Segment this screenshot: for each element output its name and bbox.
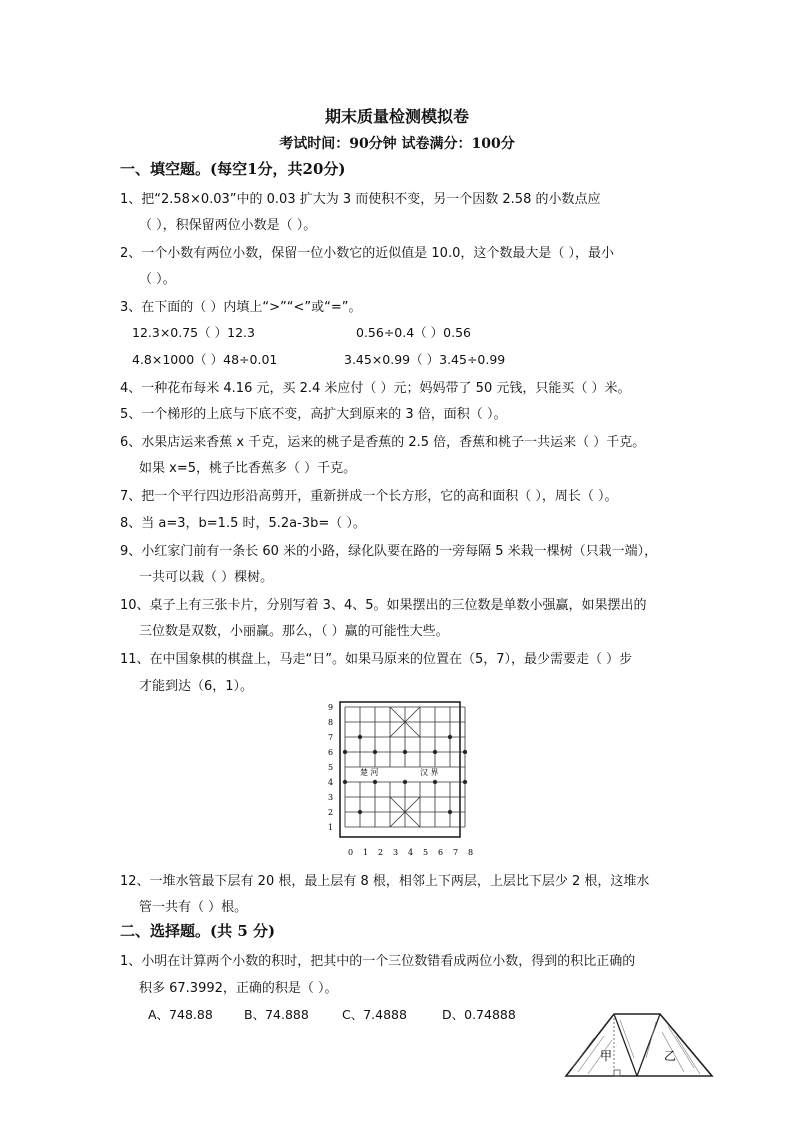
choice-1-line-2: 积多 67.3992，正确的积是（ ）。 xyxy=(139,981,338,996)
page-title: 期末质量检测模拟卷 xyxy=(324,107,469,126)
board-y-label: 2 xyxy=(328,808,334,817)
question-8: 8、当 a=3，b=1.5 时，5.2a-3b=（ ）。 xyxy=(120,516,366,531)
choice-1-line-1: 1、小明在计算两个小数的积时，把其中的一个三位数错看成两位小数，得到的积比正确的 xyxy=(120,954,636,969)
position-marker xyxy=(358,810,362,814)
position-marker xyxy=(373,750,377,754)
question-3-item-1: 12.3×0.75（ ）12.3 xyxy=(132,325,255,340)
trapezoid-outline xyxy=(566,1014,712,1076)
choice-1-option-c: C、7.4888 xyxy=(342,1007,407,1022)
question-7: 7、把一个平行四边形沿高剪开，重新拼成一个长方形，它的高和面积（ ），周长（ ）。 xyxy=(120,489,618,504)
river-left-label: 楚 河 xyxy=(360,768,379,777)
question-3-item-4: 3.45×0.99（ ）3.45÷0.99 xyxy=(344,352,506,367)
question-3-item-3: 4.8×1000（ ）48÷0.01 xyxy=(132,352,278,367)
position-marker xyxy=(373,780,377,784)
board-y-label: 3 xyxy=(328,793,334,802)
board-y-label: 7 xyxy=(328,733,334,742)
question-6-line-1: 6、水果店运来香蕉 x 千克，运来的桃子是香蕉的 2.5 倍，香蕉和桃子一共运来（ ）千克。 xyxy=(120,435,646,450)
board-x-label: 1 xyxy=(363,848,369,857)
board-x-label: 5 xyxy=(423,848,429,857)
board-y-label: 4 xyxy=(328,778,334,787)
chinese-chess-board xyxy=(320,697,474,859)
question-1-line-1: 1、把“2.58×0.03”中的 0.03 扩大为 3 而使积不变，另一个因数 2.58 的小数点应 xyxy=(120,192,601,207)
question-9-line-1: 9、小红家门前有一条长 60 米的小路，绿化队要在路的一旁每隔 5 米栽一棵树（只栽一端）， xyxy=(120,544,658,559)
position-marker xyxy=(358,735,362,739)
question-9-line-2: 一共可以栽（ ）棵树。 xyxy=(139,570,274,585)
question-10-line-2: 三位数是双数，小丽赢。那么，（ ）赢的可能性大些。 xyxy=(139,624,449,639)
question-3-line-1: 3、在下面的（ ）内填上“>”“<”或“=”。 xyxy=(120,300,362,315)
question-10-line-1: 10、桌子上有三张卡片，分别写着 3、4、5。如果摆出的三位数是单数小强赢，如果摆出的 xyxy=(120,598,647,613)
choice-1-option-a: A、748.88 xyxy=(148,1007,213,1022)
board-x-label: 8 xyxy=(468,848,474,857)
choice-1-option-b: B、74.888 xyxy=(244,1007,309,1022)
board-y-label: 9 xyxy=(328,703,334,712)
position-marker xyxy=(343,750,347,754)
section-choice-heading: 二、选择题。(共 5 分) xyxy=(120,922,276,940)
board-grid xyxy=(343,707,467,827)
board-y-labels xyxy=(328,703,333,832)
question-5: 5、一个梯形的上底与下底不变，高扩大到原来的 3 倍，面积（ ）。 xyxy=(120,407,507,422)
position-marker xyxy=(448,810,452,814)
position-marker xyxy=(433,780,437,784)
label-yi: 乙 xyxy=(664,1049,677,1063)
section-fill-blank-heading: 一、填空题。(每空1分，共20分) xyxy=(120,160,346,178)
position-marker xyxy=(448,735,452,739)
question-12-line-2: 管一共有（ ）根。 xyxy=(139,900,248,915)
question-11-line-2: 才能到达（6，1）。 xyxy=(139,679,254,694)
river-right-label: 汉 界 xyxy=(420,768,439,777)
exam-info: 考试时间：90分钟 试卷满分：100分 xyxy=(279,136,515,152)
board-x-label: 7 xyxy=(453,848,459,857)
question-3-item-2: 0.56÷0.4（ ）0.56 xyxy=(356,325,471,340)
board-x-label: 4 xyxy=(408,848,414,857)
board-x-label: 2 xyxy=(378,848,384,857)
position-marker xyxy=(463,780,467,784)
question-11-line-1: 11、在中国象棋的棋盘上，马走“日”。如果马原来的位置在（5，7），最少需要走（ ）步 xyxy=(120,652,633,667)
choice-1-option-d: D、0.74888 xyxy=(442,1007,516,1022)
question-4: 4、一种花布每米 4.16 元，买 2.4 米应付（ ）元；妈妈带了 50 元钱，只能买（ ）米。 xyxy=(120,381,631,396)
board-y-label: 5 xyxy=(328,763,334,772)
board-x-label: 3 xyxy=(393,848,399,857)
board-x-labels xyxy=(348,848,473,857)
label-jia: 甲 xyxy=(600,1049,613,1063)
question-2-line-2: （ ）。 xyxy=(139,272,176,287)
board-x-label: 6 xyxy=(438,848,444,857)
position-marker xyxy=(343,780,347,784)
position-marker xyxy=(403,780,407,784)
board-y-label: 6 xyxy=(328,748,334,757)
board-y-label: 1 xyxy=(328,823,334,832)
question-6-line-2: 如果 x=5，桃子比香蕉多（ ）千克。 xyxy=(139,461,357,476)
triangle-figure xyxy=(564,1008,714,1078)
board-y-label: 8 xyxy=(328,718,334,727)
position-marker xyxy=(463,750,467,754)
question-1-line-2: （ ），积保留两位小数是（ ）。 xyxy=(139,218,317,233)
position-marker xyxy=(403,750,407,754)
position-marker xyxy=(433,750,437,754)
board-x-label: 0 xyxy=(348,848,354,857)
question-12-line-1: 12、一堆水管最下层有 20 根，最上层有 8 根，相邻上下两层，上层比下层少 2 根，这堆水 xyxy=(120,874,650,889)
question-2-line-1: 2、一个小数有两位小数，保留一位小数它的近似值是 10.0，这个数最大是（ ），最小 xyxy=(120,246,614,261)
